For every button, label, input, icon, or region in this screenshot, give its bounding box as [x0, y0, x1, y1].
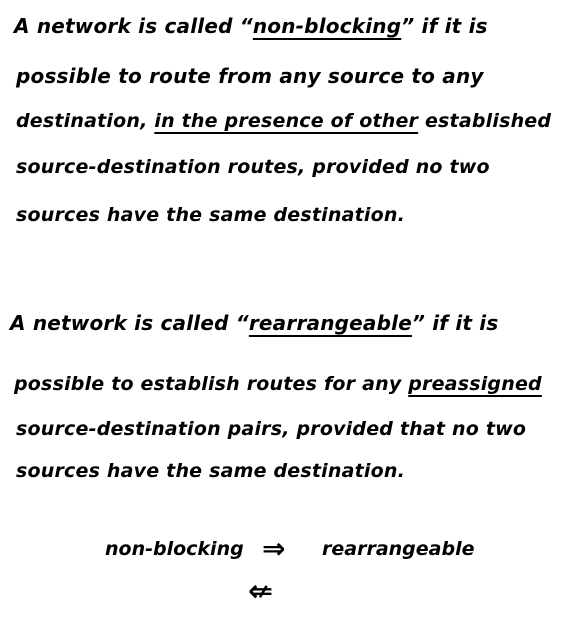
implication-left-term: non-blocking — [105, 538, 244, 560]
def2-line-1: A network is called “rearrangeable” if it is — [10, 311, 499, 335]
phrase-in-presence-of-other: in the presence of other — [154, 110, 419, 132]
def2-line-4: sources have the same destination. — [16, 460, 406, 482]
not-implied-arrow-icon: ⇍ — [248, 574, 274, 609]
def1-line-2: possible to route from any source to any — [16, 64, 484, 88]
term-preassigned: preassigned — [408, 373, 542, 395]
def2-line-3: source-destination pairs, provided that no two — [16, 418, 527, 440]
def2-line-2: possible to establish routes for any preassigned — [14, 373, 542, 395]
term-rearrangeable: rearrangeable — [248, 311, 412, 335]
def1-line-3: destination, in the presence of other established — [16, 110, 552, 132]
def1-line-4: source-destination routes, provided no two — [16, 156, 490, 178]
def1-line-5: sources have the same destination. — [16, 204, 406, 226]
implies-arrow-icon: ⇒ — [262, 532, 286, 565]
def1-line-1: A network is called “non-blocking” if it is — [14, 14, 488, 38]
term-non-blocking: non-blocking — [252, 14, 402, 38]
implication-right-term: rearrangeable — [322, 538, 475, 560]
